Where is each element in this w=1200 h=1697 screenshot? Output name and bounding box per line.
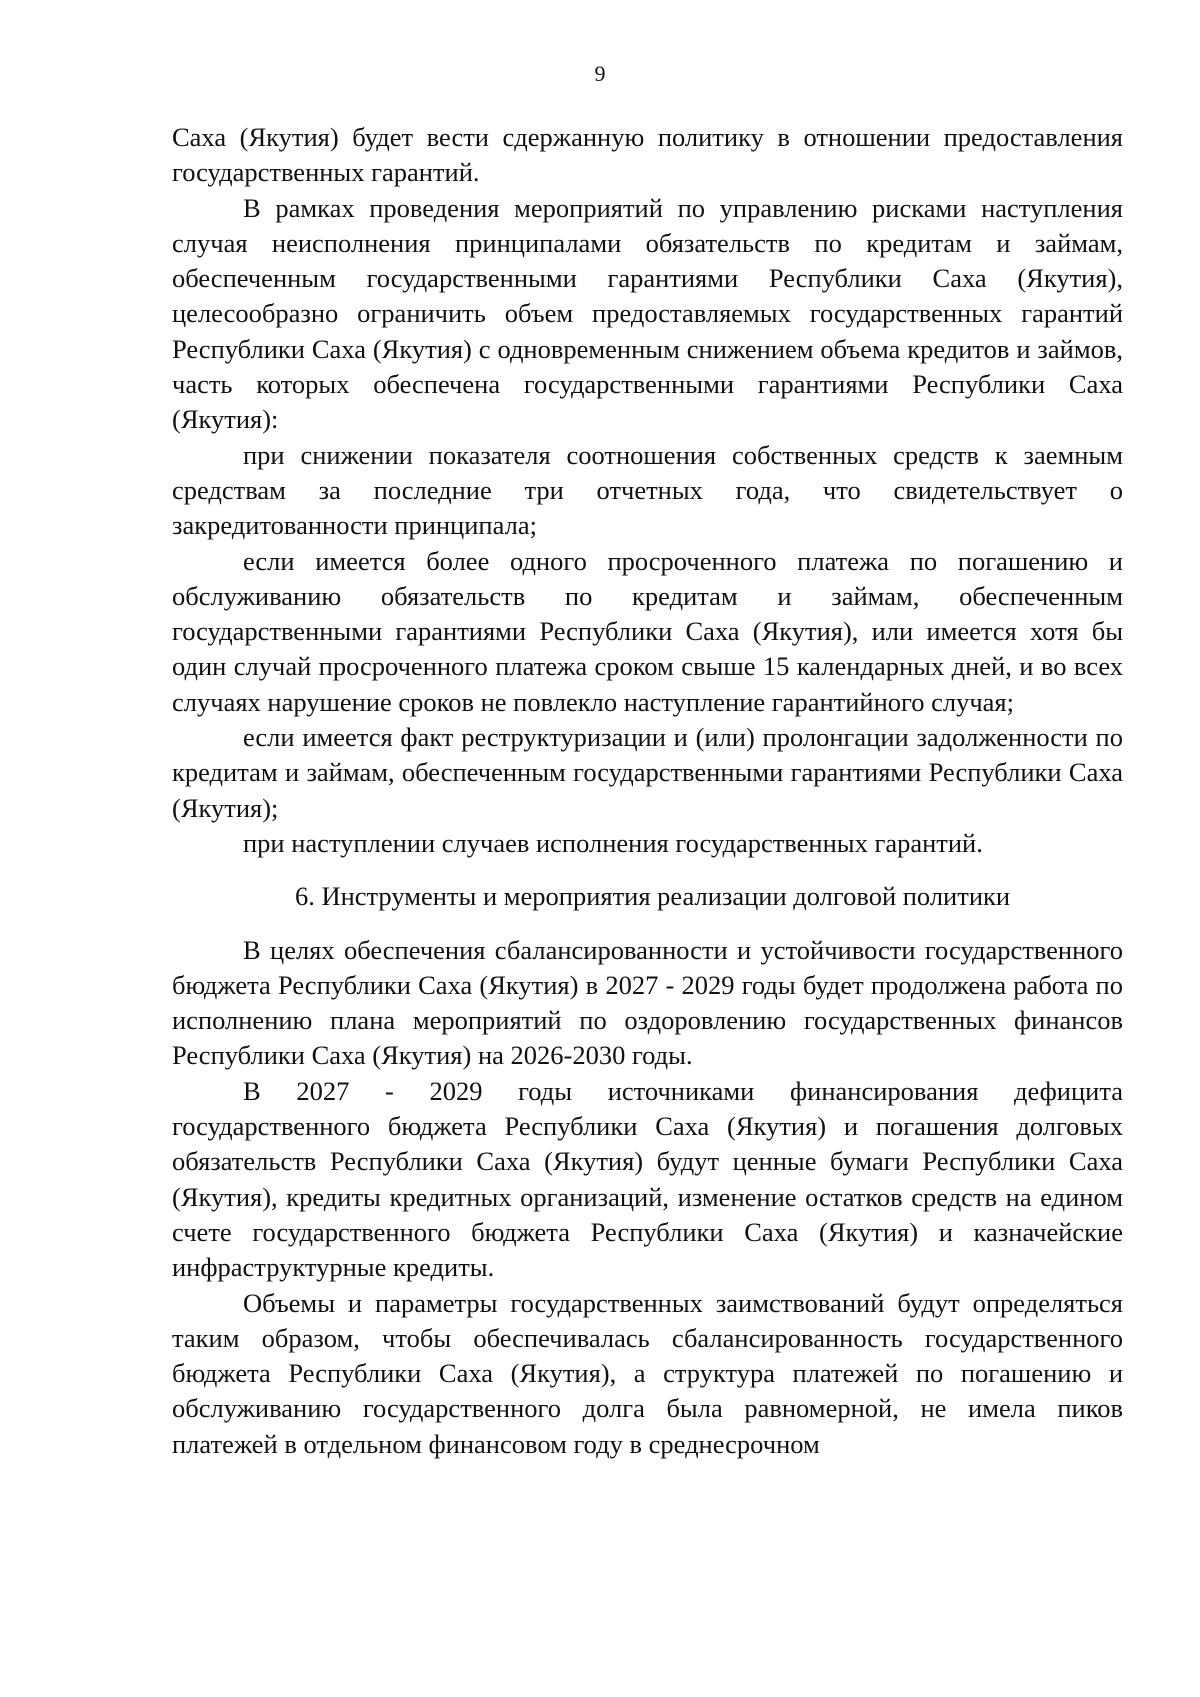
list-item: если имеется более одного просроченного платежа по погашению и обслуживанию обязательств по кредитам и займам, обеспеченным государственными гарантиями Республики Саха (Якутия), или имеется хотя бы один случай просроченного платежа сроком свыше 15 календарных дней, и во всех случаях нарушение сроков не повлекло наступление гарантийного случая; — [172, 545, 1123, 717]
document-body — [172, 120, 1123, 1462]
list-item: при наступлении случаев исполнения государственных гарантий. — [243, 827, 983, 858]
paragraph: Саха (Якутия) будет вести сдержанную политику в отношении предоставления государственных гарантий. — [172, 122, 1123, 188]
section-heading: 6. Инструменты и мероприятия реализации долговой политики — [294, 881, 1011, 912]
list-item: если имеется факт реструктуризации и (или) пролонгации задолженности по кредитам и займам, обеспеченным государственными гарантиями Республики Саха (Якутия); — [172, 722, 1123, 823]
list-item: при снижении показателя соотношения собственных средств к заемным средствам за последние три отчетных года, что свидетельствует о закредитованности принципала; — [172, 439, 1123, 541]
paragraph: В целях обеспечения сбалансированности и устойчивости государственного бюджета Республики Саха (Якутия) в 2027 - 2029 годы будет продолжена работа по исполнению плана мероприятий по оздоровлению государственных финансов Республики Саха (Якутия) на 2026-2030 годы. — [172, 934, 1123, 1071]
paragraph: В 2027 - 2029 годы источниками финансирования дефицита государственного бюджета Республики Саха (Якутия) и погашения долговых обязательств Республики Саха (Якутия) будут ценные бумаги Республики Саха (Якутия), кредиты кредитных организаций, изменение остатков средств на едином счете государственного бюджета Республики Саха (Якутия) и казначейские инфраструктурные кредиты. — [172, 1075, 1123, 1283]
paragraph: Объемы и параметры государственных заимствований будут определяться таким образом, чтобы обеспечивалась сбалансированность государственного бюджета Республики Саха (Якутия), а структура платежей по погашению и обслуживанию государственного долга была равномерной, не имела пиков платежей в отдельном финансовом году в среднесрочном — [172, 1287, 1123, 1459]
page-number: 9 — [594, 61, 606, 86]
paragraph: В рамках проведения мероприятий по управлению рисками наступления случая неисполнения принципалами обязательств по кредитам и займам, обеспеченным государственными гарантиями Республики Саха (Якутия), целесообразно ограничить объем предоставляемых государственных гарантий Республики Саха (Якутия) с одновременным снижением объема кредитов и займов, часть которых обеспечена государственными гарантиями Республики Саха (Якутия): — [172, 192, 1123, 435]
